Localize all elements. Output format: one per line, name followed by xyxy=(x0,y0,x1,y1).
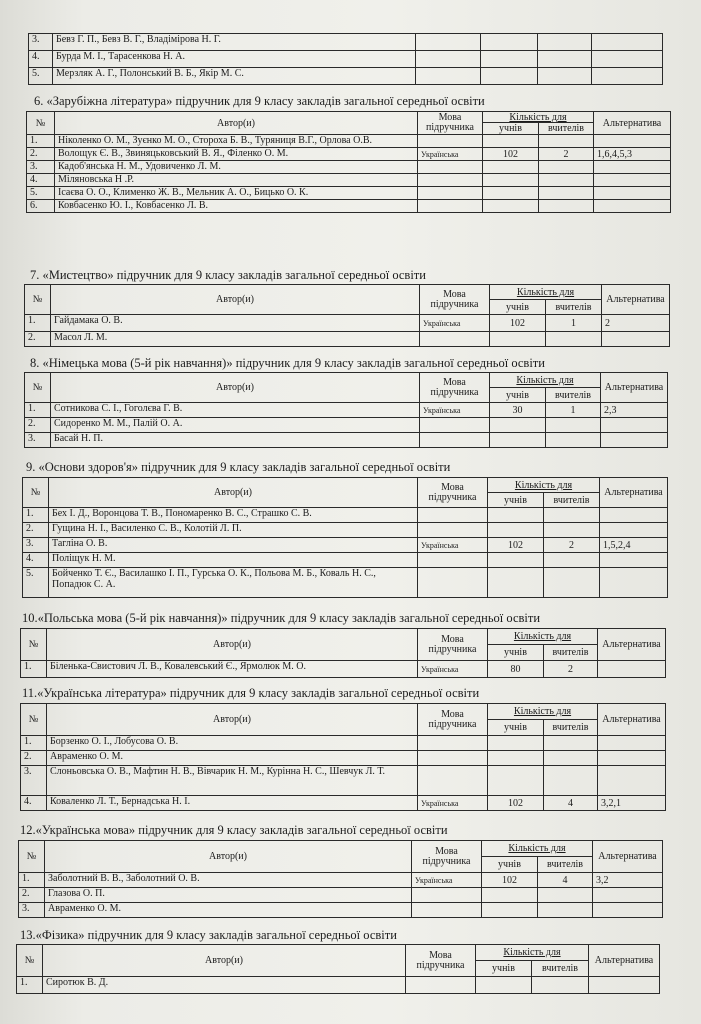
empty-cell xyxy=(538,51,592,68)
alternative-cell xyxy=(589,977,660,994)
empty-cell xyxy=(416,51,481,68)
table-row xyxy=(25,332,670,347)
header-author: Автор(и) xyxy=(45,841,412,873)
table-row xyxy=(21,766,666,796)
top-continuation-table xyxy=(28,33,663,85)
language-cell: Українська xyxy=(418,661,488,678)
row-number: 1. xyxy=(21,661,47,678)
row-number: 6. xyxy=(27,200,55,213)
row-number: 3. xyxy=(25,433,51,448)
empty-cell xyxy=(481,51,538,68)
header-num: № xyxy=(25,373,51,403)
alternative-cell xyxy=(594,135,671,148)
header-alternative: Альтернатива xyxy=(589,945,660,977)
header-teachers: вчителів xyxy=(546,300,602,315)
alternative-cell: 3,2,1 xyxy=(598,796,666,811)
teachers-count xyxy=(539,174,594,187)
students-count xyxy=(482,888,538,903)
alternative-cell xyxy=(598,736,666,751)
language-cell xyxy=(418,187,483,200)
alternative-cell xyxy=(601,433,668,448)
table-row xyxy=(21,796,666,811)
header-count: Кількість для xyxy=(490,373,601,388)
students-count xyxy=(488,553,544,568)
language-cell: Українська xyxy=(418,796,488,811)
header-teachers: вчителів xyxy=(539,123,594,135)
author-cell: Гущина Н. І., Василенко С. В., Колотій Л. П. xyxy=(49,523,418,538)
textbook-table xyxy=(22,477,668,598)
alternative-cell xyxy=(600,553,668,568)
alternative-cell xyxy=(600,508,668,523)
author-cell: Мерзляк А. Г., Полонський В. Б., Якір М. С. xyxy=(53,68,416,85)
students-count xyxy=(482,903,538,918)
alternative-cell xyxy=(600,523,668,538)
section-title: 8. «Німецька мова (5-й рік навчання)» підручник для 9 класу закладів загальної середньої освіти xyxy=(30,356,545,370)
header-alternative: Альтернатива xyxy=(602,285,670,315)
language-cell xyxy=(418,200,483,213)
alternative-cell xyxy=(594,161,671,174)
table-row xyxy=(27,200,671,213)
section-title: 13.«Фізика» підручник для 9 класу закладів загальної середньої освіти xyxy=(20,928,397,942)
language-cell xyxy=(418,161,483,174)
author-cell: Тагліна О. В. xyxy=(49,538,418,553)
table-row xyxy=(27,161,671,174)
alternative-cell xyxy=(593,903,663,918)
row-number: 2. xyxy=(27,148,55,161)
table-row xyxy=(19,903,663,918)
header-author: Автор(и) xyxy=(43,945,406,977)
alternative-cell xyxy=(600,568,668,598)
header-author: Автор(и) xyxy=(51,285,420,315)
header-language: Мова підручника xyxy=(418,478,488,508)
author-cell: Поліщук Н. М. xyxy=(49,553,418,568)
alternative-cell: 1,6,4,5,3 xyxy=(594,148,671,161)
language-cell xyxy=(418,174,483,187)
table-row xyxy=(25,433,668,448)
table-row xyxy=(27,148,671,161)
author-cell: Сидоренко М. М., Палій О. А. xyxy=(51,418,420,433)
header-language: Мова підручника xyxy=(406,945,476,977)
table-row xyxy=(17,977,660,994)
students-count: 102 xyxy=(483,148,539,161)
author-cell: Басай Н. П. xyxy=(51,433,420,448)
students-count xyxy=(483,161,539,174)
header-row xyxy=(19,841,663,857)
table-row xyxy=(19,888,663,903)
table-row xyxy=(21,736,666,751)
language-cell: Українська xyxy=(412,873,482,888)
row-number: 5. xyxy=(23,568,49,598)
author-cell: Ісаєва О. О., Клименко Ж. В., Мельник А. О., Бицько О. К. xyxy=(55,187,418,200)
header-alternative: Альтернатива xyxy=(594,112,671,135)
header-teachers: вчителів xyxy=(544,493,600,508)
students-count xyxy=(490,332,546,347)
header-students: учнів xyxy=(488,493,544,508)
students-count xyxy=(490,433,546,448)
students-count xyxy=(483,187,539,200)
language-cell xyxy=(418,135,483,148)
students-count xyxy=(488,736,544,751)
teachers-count xyxy=(539,135,594,148)
language-cell xyxy=(418,736,488,751)
language-cell xyxy=(418,553,488,568)
author-cell: Ніколенко О. М., Зуєнко М. О., Стороха Б. В., Туряниця В.Г., Орлова О.В. xyxy=(55,135,418,148)
header-students: учнів xyxy=(490,300,546,315)
teachers-count xyxy=(539,187,594,200)
language-cell: Українська xyxy=(420,315,490,332)
empty-cell xyxy=(481,34,538,51)
language-cell: Українська xyxy=(420,403,490,418)
empty-cell xyxy=(416,34,481,51)
header-author: Автор(и) xyxy=(47,704,418,736)
header-count: Кількість для xyxy=(488,629,598,645)
header-num: № xyxy=(17,945,43,977)
teachers-count: 2 xyxy=(539,148,594,161)
header-author: Автор(и) xyxy=(49,478,418,508)
header-alternative: Альтернатива xyxy=(601,373,668,403)
header-alternative: Альтернатива xyxy=(598,704,666,736)
row-number: 2. xyxy=(25,418,51,433)
language-cell xyxy=(418,568,488,598)
author-cell: Масол Л. М. xyxy=(51,332,420,347)
table-row xyxy=(25,315,670,332)
table-row xyxy=(19,873,663,888)
empty-cell xyxy=(416,68,481,85)
table-row xyxy=(23,553,668,568)
alternative-cell xyxy=(601,418,668,433)
header-num: № xyxy=(23,478,49,508)
row-number: 3. xyxy=(21,766,47,796)
header-count: Кількість для xyxy=(488,704,598,720)
students-count xyxy=(476,977,532,994)
header-row xyxy=(25,373,668,388)
textbook-table xyxy=(24,372,668,448)
header-count: Кількість для xyxy=(482,841,593,857)
header-language: Мова підручника xyxy=(418,704,488,736)
header-num: № xyxy=(19,841,45,873)
header-author: Автор(и) xyxy=(51,373,420,403)
table-row xyxy=(23,523,668,538)
row-number: 2. xyxy=(21,751,47,766)
alternative-cell: 2,3 xyxy=(601,403,668,418)
students-count xyxy=(488,766,544,796)
students-count xyxy=(488,568,544,598)
empty-cell xyxy=(592,34,663,51)
header-teachers: вчителів xyxy=(538,857,593,873)
teachers-count xyxy=(544,751,598,766)
students-count xyxy=(488,508,544,523)
header-row xyxy=(25,285,670,300)
teachers-count: 1 xyxy=(546,403,601,418)
teachers-count xyxy=(544,766,598,796)
row-number: 5. xyxy=(27,187,55,200)
alternative-cell xyxy=(594,200,671,213)
row-number: 1. xyxy=(25,403,51,418)
section-title: 7. «Мистецтво» підручник для 9 класу закладів загальної середньої освіти xyxy=(30,268,426,282)
table-row xyxy=(27,174,671,187)
row-number: 4. xyxy=(29,51,53,68)
row-number: 1. xyxy=(21,736,47,751)
teachers-count xyxy=(538,903,593,918)
author-cell: Заболотний В. В., Заболотний О. В. xyxy=(45,873,412,888)
table-row xyxy=(23,508,668,523)
row-number: 5. xyxy=(29,68,53,85)
section-title: 10.«Польська мова (5-й рік навчання)» підручник для 9 класу закладів загальної середньої освіти xyxy=(22,611,541,625)
table-row xyxy=(29,34,663,51)
teachers-count xyxy=(544,508,600,523)
alternative-cell xyxy=(598,661,666,678)
alternative-cell: 1,5,2,4 xyxy=(600,538,668,553)
header-teachers: вчителів xyxy=(546,388,601,403)
author-cell: Коваленко Л. Т., Бернадська Н. І. xyxy=(47,796,418,811)
students-count xyxy=(483,174,539,187)
header-num: № xyxy=(21,704,47,736)
row-number: 2. xyxy=(25,332,51,347)
header-count: Кількість для xyxy=(483,112,594,123)
header-language: Мова підручника xyxy=(418,112,483,135)
students-count: 102 xyxy=(488,796,544,811)
teachers-count xyxy=(538,888,593,903)
table-row xyxy=(23,538,668,553)
table-row xyxy=(21,661,666,678)
header-teachers: вчителів xyxy=(532,961,589,977)
row-number: 3. xyxy=(23,538,49,553)
language-cell xyxy=(420,433,490,448)
row-number: 1. xyxy=(23,508,49,523)
teachers-count xyxy=(544,523,600,538)
teachers-count xyxy=(539,161,594,174)
alternative-cell xyxy=(594,174,671,187)
header-count: Кількість для xyxy=(490,285,602,300)
teachers-count xyxy=(532,977,589,994)
row-number: 1. xyxy=(19,873,45,888)
header-language: Мова підручника xyxy=(420,373,490,403)
language-cell xyxy=(418,751,488,766)
header-author: Автор(и) xyxy=(47,629,418,661)
table-row xyxy=(29,68,663,85)
header-students: учнів xyxy=(482,857,538,873)
header-row xyxy=(27,112,671,123)
header-language: Мова підручника xyxy=(418,629,488,661)
header-alternative: Альтернатива xyxy=(593,841,663,873)
header-students: учнів xyxy=(483,123,539,135)
teachers-count xyxy=(546,433,601,448)
empty-cell xyxy=(538,34,592,51)
table-row xyxy=(21,751,666,766)
empty-cell xyxy=(592,68,663,85)
language-cell xyxy=(418,766,488,796)
row-number: 1. xyxy=(17,977,43,994)
textbook-table xyxy=(26,111,671,213)
table-row xyxy=(23,568,668,598)
row-number: 4. xyxy=(21,796,47,811)
author-cell: Борзенко О. І., Лобусова О. В. xyxy=(47,736,418,751)
row-number: 1. xyxy=(25,315,51,332)
language-cell: Українська xyxy=(418,538,488,553)
header-count: Кількість для xyxy=(488,478,600,493)
header-students: учнів xyxy=(488,645,544,661)
students-count xyxy=(488,523,544,538)
students-count: 102 xyxy=(482,873,538,888)
teachers-count: 1 xyxy=(546,315,602,332)
row-number: 4. xyxy=(23,553,49,568)
teachers-count: 2 xyxy=(544,538,600,553)
header-language: Мова підручника xyxy=(412,841,482,873)
table-row xyxy=(25,418,668,433)
header-language: Мова підручника xyxy=(420,285,490,315)
header-row xyxy=(23,478,668,493)
header-students: учнів xyxy=(488,720,544,736)
language-cell xyxy=(406,977,476,994)
author-cell: Ковбасенко Ю. І., Ковбасенко Л. В. xyxy=(55,200,418,213)
textbook-table xyxy=(24,284,670,347)
language-cell xyxy=(420,418,490,433)
language-cell xyxy=(418,508,488,523)
language-cell xyxy=(420,332,490,347)
students-count xyxy=(483,135,539,148)
table-row xyxy=(29,51,663,68)
language-cell: Українська xyxy=(418,148,483,161)
students-count: 102 xyxy=(490,315,546,332)
author-cell: Кадоб'янська Н. М., Удовиченко Л. М. xyxy=(55,161,418,174)
teachers-count xyxy=(544,568,600,598)
textbook-table xyxy=(20,628,666,678)
author-cell: Авраменко О. М. xyxy=(45,903,412,918)
teachers-count: 2 xyxy=(544,661,598,678)
section-title: 11.«Українська література» підручник для 9 класу закладів загальної середньої освіти xyxy=(22,686,480,700)
section-title: 6. «Зарубіжна література» підручник для 9 класу закладів загальної середньої освіти xyxy=(34,94,485,108)
alternative-cell xyxy=(594,187,671,200)
students-count: 102 xyxy=(488,538,544,553)
author-cell: Авраменко О. М. xyxy=(47,751,418,766)
author-cell: Бех І. Д., Воронцова Т. В., Пономаренко В. С., Страшко С. В. xyxy=(49,508,418,523)
alternative-cell xyxy=(598,751,666,766)
empty-cell xyxy=(538,68,592,85)
language-cell xyxy=(418,523,488,538)
header-alternative: Альтернатива xyxy=(600,478,668,508)
section-title: 9. «Основи здоров'я» підручник для 9 класу закладів загальної середньої освіти xyxy=(26,460,451,474)
language-cell xyxy=(412,903,482,918)
author-cell: Біленька-Свистович Л. В., Ковалевський Є., Ярмолюк М. О. xyxy=(47,661,418,678)
teachers-count xyxy=(546,332,602,347)
empty-cell xyxy=(592,51,663,68)
alternative-cell xyxy=(602,332,670,347)
alternative-cell: 2 xyxy=(602,315,670,332)
author-cell: Міляновська Н .Р. xyxy=(55,174,418,187)
author-cell: Гайдамака О. В. xyxy=(51,315,420,332)
teachers-count xyxy=(544,553,600,568)
row-number: 2. xyxy=(19,888,45,903)
section-title: 12.«Українська мова» підручник для 9 класу закладів загальної середньої освіти xyxy=(20,823,448,837)
header-teachers: вчителів xyxy=(544,645,598,661)
table-row xyxy=(27,135,671,148)
language-cell xyxy=(412,888,482,903)
author-cell: Сотникова С. І., Гоголєва Г. В. xyxy=(51,403,420,418)
textbook-table xyxy=(16,944,660,994)
alternative-cell xyxy=(593,888,663,903)
students-count: 80 xyxy=(488,661,544,678)
students-count xyxy=(490,418,546,433)
header-count: Кількість для xyxy=(476,945,589,961)
students-count: 30 xyxy=(490,403,546,418)
row-number: 2. xyxy=(23,523,49,538)
header-alternative: Альтернатива xyxy=(598,629,666,661)
textbook-table xyxy=(20,703,666,811)
row-number: 3. xyxy=(27,161,55,174)
teachers-count xyxy=(544,736,598,751)
row-number: 1. xyxy=(27,135,55,148)
header-row xyxy=(21,704,666,720)
row-number: 4. xyxy=(27,174,55,187)
teachers-count xyxy=(546,418,601,433)
author-cell: Слоньовська О. В., Мафтин Н. В., Вівчарик Н. М., Курінна Н. С., Шевчук Л. Т. xyxy=(47,766,418,796)
author-cell: Бевз Г. П., Бевз В. Г., Владімірова Н. Г. xyxy=(53,34,416,51)
row-number: 3. xyxy=(19,903,45,918)
students-count xyxy=(488,751,544,766)
header-teachers: вчителів xyxy=(544,720,598,736)
empty-cell xyxy=(481,68,538,85)
header-row xyxy=(17,945,660,961)
author-cell: Волощук Є. В., Звиняцьковський В. Я., Філенко О. М. xyxy=(55,148,418,161)
author-cell: Бурда М. І., Тарасенкова Н. А. xyxy=(53,51,416,68)
author-cell: Бойченко Т. Є., Василашко І. П., Гурська О. К., Польова М. Б., Коваль Н. С., Попадюк С. А. xyxy=(49,568,418,598)
textbook-table xyxy=(18,840,663,918)
teachers-count xyxy=(539,200,594,213)
header-row xyxy=(21,629,666,645)
students-count xyxy=(483,200,539,213)
header-students: учнів xyxy=(490,388,546,403)
author-cell: Глазова О. П. xyxy=(45,888,412,903)
header-students: учнів xyxy=(476,961,532,977)
header-num: № xyxy=(21,629,47,661)
teachers-count: 4 xyxy=(544,796,598,811)
alternative-cell: 3,2 xyxy=(593,873,663,888)
header-num: № xyxy=(27,112,55,135)
header-num: № xyxy=(25,285,51,315)
row-number: 3. xyxy=(29,34,53,51)
table-row xyxy=(27,187,671,200)
header-author: Автор(и) xyxy=(55,112,418,135)
author-cell: Сиротюк В. Д. xyxy=(43,977,406,994)
alternative-cell xyxy=(598,766,666,796)
table-row xyxy=(25,403,668,418)
teachers-count: 4 xyxy=(538,873,593,888)
